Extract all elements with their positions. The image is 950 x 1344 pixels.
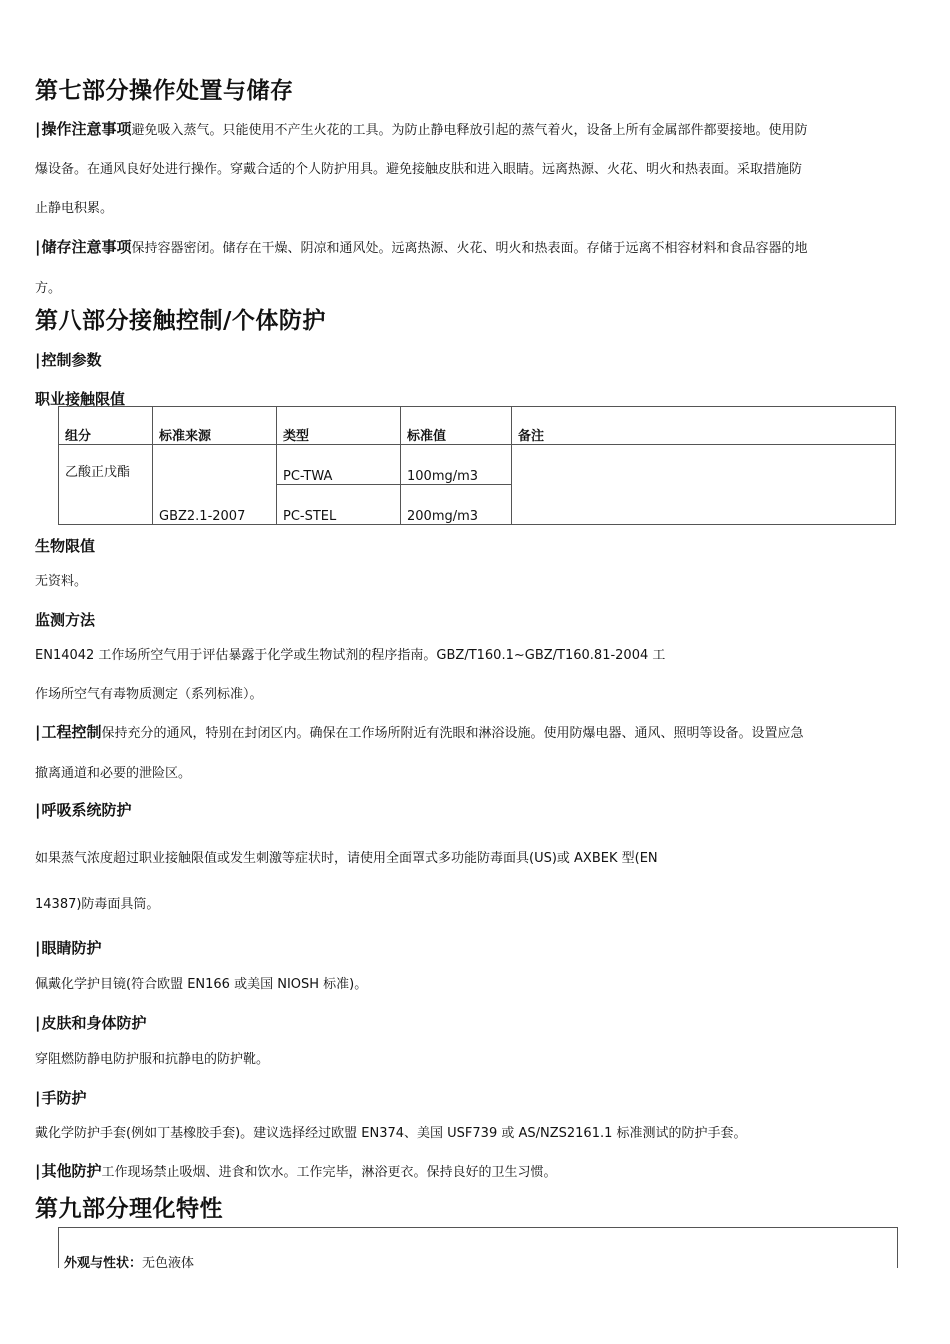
engineering-label: | 工程控制 bbox=[35, 723, 102, 741]
handling-line-2: 爆设备。在通风良好处进行操作。穿戴合适的个人防护用具。避免接触皮肤和进入眼睛。远离热源、火花、明火和热表面。采取措施防 bbox=[35, 162, 803, 177]
cell-value-stel: 200mg/m3 bbox=[401, 485, 512, 525]
monitor-heading: 监测方法 bbox=[35, 611, 96, 629]
other-label: | 其他防护 bbox=[35, 1162, 102, 1180]
cell-type-stel: PC-STEL bbox=[277, 485, 401, 525]
header-type: 类型 bbox=[277, 407, 401, 445]
header-remark: 备注 bbox=[512, 407, 896, 445]
section8-title: 第八部分接触控制/个体防护 bbox=[35, 308, 326, 334]
exposure-limits-table bbox=[58, 406, 896, 525]
header-value: 标准值 bbox=[401, 407, 512, 445]
eye-text: 佩戴化学护目镜(符合欧盟 EN166 或美国 NIOSH 标准)。 bbox=[35, 977, 368, 992]
oel-heading: 职业接触限值 bbox=[35, 390, 126, 408]
storage-paragraph bbox=[35, 236, 808, 257]
skin-heading bbox=[35, 1012, 147, 1033]
engineering-line-1: 保持充分的通风，特别在封闭区内。确保在工作场所附近有洗眼和淋浴设施。使用防爆电器、通风、照明等设备。设置应急 bbox=[101, 726, 804, 741]
handling-line-1: 避免吸入蒸气。只能使用不产生火花的工具。为防止静电释放引起的蒸气着火，设备上所有金属部件都要接地。使用防 bbox=[131, 123, 808, 138]
control-params-label: | 控制参数 bbox=[35, 351, 102, 369]
handling-label: | 操作注意事项 bbox=[35, 120, 132, 138]
engineering-line-2: 撤离通道和必要的泄险区。 bbox=[35, 766, 192, 781]
monitor-line-1: EN14042 工作场所空气用于评估暴露于化学或生物试剂的程序指南。GBZ/T160.1~GBZ/T160.81-2004 工 bbox=[35, 648, 666, 663]
bio-heading: 生物限值 bbox=[35, 537, 96, 555]
hand-text: 戴化学防护手套(例如丁基橡胶手套)。建议选择经过欧盟 EN374、美国 USF739 或 AS/NZS2161.1 标准测试的防护手套。 bbox=[35, 1126, 747, 1141]
monitor-line-2: 作场所空气有毒物质测定（系列标准）。 bbox=[35, 687, 263, 702]
storage-line-2: 方。 bbox=[35, 281, 62, 296]
eye-heading bbox=[35, 937, 102, 958]
cell-source: GBZ2.1-2007 bbox=[153, 445, 277, 525]
section9-title: 第九部分理化特性 bbox=[35, 1196, 223, 1222]
other-paragraph bbox=[35, 1160, 557, 1181]
cell-value-twa: 100mg/m3 bbox=[401, 445, 512, 485]
skin-label: | 皮肤和身体防护 bbox=[35, 1014, 147, 1032]
cell-type-twa: PC-TWA bbox=[277, 445, 401, 485]
appearance-value: 无色液体 bbox=[142, 1256, 195, 1271]
respiratory-heading bbox=[35, 799, 132, 820]
hand-label: | 手防护 bbox=[35, 1089, 87, 1107]
hand-heading bbox=[35, 1087, 87, 1108]
storage-line-1: 保持容器密闭。储存在干燥、阴凉和通风处。远离热源、火花、明火和热表面。存储于远离不相容材料和食品容器的地 bbox=[131, 241, 808, 256]
handling-paragraph bbox=[35, 118, 808, 139]
properties-box bbox=[58, 1227, 898, 1271]
header-source: 标准来源 bbox=[153, 407, 277, 445]
header-component: 组分 bbox=[59, 407, 153, 445]
table-row bbox=[59, 445, 896, 485]
respiratory-line-1: 如果蒸气浓度超过职业接触限值或发生刺激等症状时，请使用全面罩式多功能防毒面具(US)或 AXBEK 型(EN bbox=[35, 851, 658, 866]
respiratory-label: | 呼吸系统防护 bbox=[35, 801, 132, 819]
other-text: 工作现场禁止吸烟、进食和饮水。工作完毕，淋浴更衣。保持良好的卫生习惯。 bbox=[101, 1165, 557, 1180]
table-header-row bbox=[59, 407, 896, 445]
engineering-paragraph bbox=[35, 721, 804, 742]
control-params-heading bbox=[35, 349, 102, 370]
eye-label: | 眼睛防护 bbox=[35, 939, 102, 957]
cell-component: 乙酸正戊酯 bbox=[59, 445, 153, 525]
appearance-label: 外观与性状： bbox=[64, 1256, 143, 1271]
skin-text: 穿阻燃防静电防护服和抗静电的防护靴。 bbox=[35, 1052, 270, 1067]
handling-line-3: 止静电积累。 bbox=[35, 201, 114, 216]
section7-title: 第七部分操作处置与储存 bbox=[35, 78, 294, 104]
cell-remark bbox=[512, 445, 896, 525]
storage-label: | 储存注意事项 bbox=[35, 238, 132, 256]
bio-text: 无资料。 bbox=[35, 574, 88, 589]
appearance-row bbox=[64, 1252, 194, 1271]
respiratory-line-2: 14387)防毒面具筒。 bbox=[35, 897, 160, 912]
